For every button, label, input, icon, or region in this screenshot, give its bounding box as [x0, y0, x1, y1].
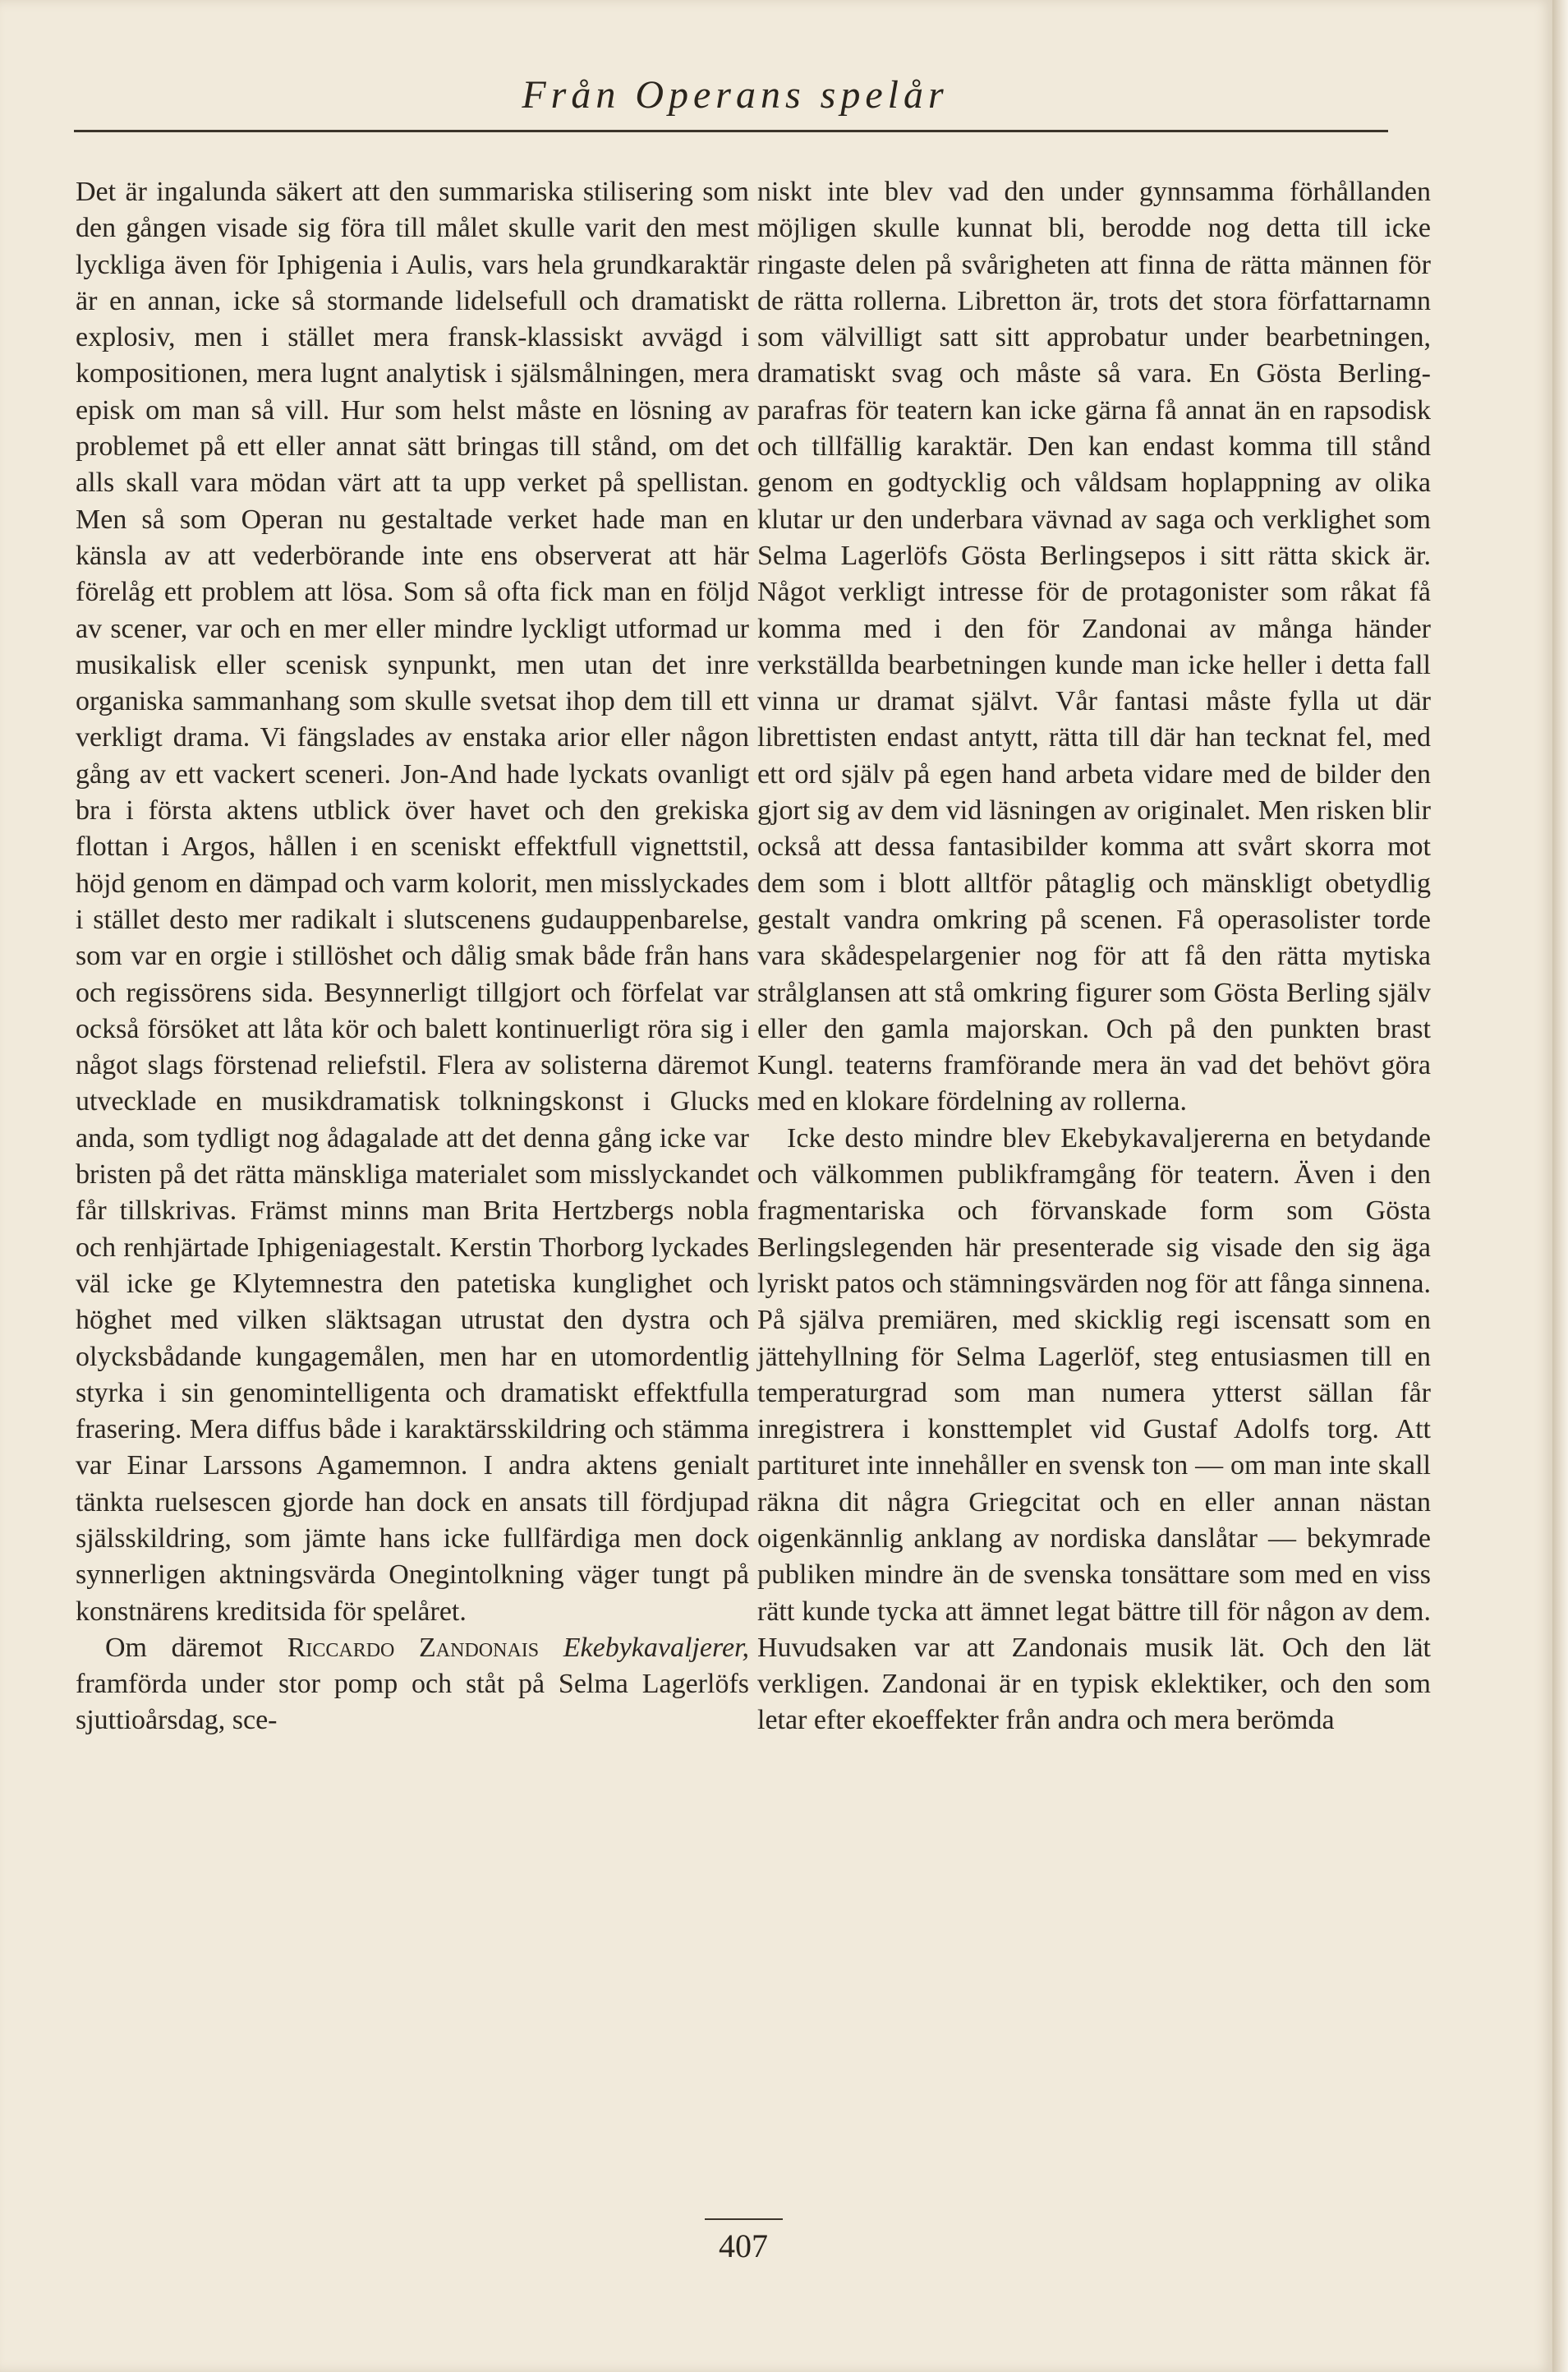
right-paragraph-2: Icke desto mindre blev Ekebykavaljererna en betydande och välkommen publikframgång för teatern. Även i den fragmentariska och förvanskade form som Gösta Berlingslegenden här presenterade sig visade den sig äga lyriskt patos och stämningsvärden nog för att fånga sinnena. På själva premiären, med skicklig regi iscensatt som en jättehyllning för Selma Lagerlöf, steg entusiasmen till en temperaturgrad som man numera ytterst sällan får inregistrera i konsttemplet vid Gustaf Adolfs torg. Att partituret inte innehåller en svensk ton — om man inte skall räkna dit några Griegcitat och en eller annan nästan oigenkännlig anklang av nordiska danslåtar — bekymrade publiken mindre än de svenska tonsättare som med en viss rätt kunde tycka att ämnet legat bättre till för någon av dem. Huvudsaken var att Zandonais musik lät. Och den lät verkligen. Zandonai är en typisk eklektiker, och den som letar efter ekoeffekter från andra och mera berömda: [757, 1122, 1431, 1736]
para2-lead: Om däremot: [105, 1632, 264, 1663]
running-head: Från Operans spelår: [522, 73, 949, 117]
folio-rule: [705, 2218, 783, 2220]
right-paragraph-1: niskt inte blev vad den under gynnsamma förhållanden möjligen skulle kunnat bli, berodde nog detta till icke ringaste delen på svårigheten att finna de rätta männen för de rätta rollerna. Libretton är, trots det stora författarnamn som välvilligt satt sitt approbatur under bearbetningen, dramatiskt svag och måste så vara. En Gösta Berling-parafras för teatern kan icke gärna få annat än en rapsodisk och tillfällig karaktär. Den kan endast komma till stånd genom en godtycklig och våldsam hoplappning av olika klutar ur den underbara vävnad av saga och verklighet som Selma Lagerlöfs Gösta Berlingsepos i sitt rätta skick är. Något verkligt intresse för de protagonister som råkat få komma med i den för Zandonai av många händer verkställda bearbetningen kunde man icke heller i detta fall vinna ur dramat självt. Vår fantasi måste fylla ut där librettisten endast antytt, rätta till där han tecknat fel, med ett ord själv på egen hand arbeta vidare med de bilder den gjort sig av dem vid läsningen av originalet. Men risken blir också att dessa fantasibilder komma att svårt skorra mot dem som i blott alltför påtaglig och mänskligt obetydlig gestalt vandra omkring på scenen. Få operasolister torde vara skådespelargenier nog för att få den rätta mytiska strålglansen att stå omkring figurer som Gösta Berling själv eller den gamla majorskan. Och på den punkten brast Kungl. teaterns framförande mera än vad det behövt göra med en klokare fördelning av rollerna.: [757, 177, 1431, 1117]
left-paragraph-2: [76, 1630, 749, 1739]
composer-name: Riccardo Zandonais: [287, 1632, 540, 1663]
page-edge: [1552, 0, 1568, 2372]
opera-title: Ekebykavaljerer,: [563, 1632, 749, 1663]
left-paragraph-1: Det är ingalunda säkert att den summariska stilisering som den gången visade sig föra till målet skulle varit den mest lyckliga även för Iphigenia i Aulis, vars hela grundkaraktär är en annan, icke så stormande lidelsefull och dramatiskt explosiv, men i stället mera fransk-klassiskt avvägd i kompositionen, mera lugnt analytisk i själsmålningen, mera episk om man så vill. Hur som helst måste en lösning av problemet på ett eller annat sätt bringas till stånd, om det alls skall vara mödan värt att ta upp verket på spellistan. Men så som Operan nu gestaltade verket hade man en känsla av att vederbörande inte ens observerat att här förelåg ett problem att lösa. Som så ofta fick man en följd av scener, var och en mer eller mindre lyckligt utformad ur musikalisk eller scenisk synpunkt, men utan det inre organiska sammanhang som skulle svetsat ihop dem till ett verkligt drama. Vi fängslades av enstaka arior eller någon gång av ett vackert sceneri. Jon-And hade lyckats ovanligt bra i första aktens utblick över havet och den grekiska flottan i Argos, hållen i en sceniskt effektfull vignettstil, höjd genom en dämpad och varm kolorit, men misslyckades i stället desto mer radikalt i slutscenens gudauppenbarelse, som var en orgie i stillöshet och dålig smak både från hans och regissörens sida. Besynnerligt tillgjort och förfelat var också försöket att låta kör och balett kontinuerligt röra sig i något slags förstenad reliefstil. Flera av solisterna däremot utvecklade en musikdramatisk tolkningskonst i Glucks anda, som tydligt nog ådagalade att det denna gång icke var bristen på det rätta mänskliga materialet som misslyckandet får tillskrivas. Främst minns man Brita Hertzbergs nobla och renhjärtade Iphigeniagestalt. Kerstin Thorborg lyckades väl icke ge Klytemnestra den patetiska kunglighet och höghet med vilken släktsagan utrustat den dystra och olycksbådande kungagemålen, men har en utomordentlig styrka i sin genomintelligenta och dramatiskt effektfulla frasering. Mera diffus både i karaktärsskildring och stämma var Einar Larssons Agamemnon. I andra aktens genialt tänkta ruelsescen gjorde han dock en ansats till fördjupad själsskildring, som jämte hans icke fullfärdiga men dock synnerligen aktningsvärda Onegintolkning väger tungt på konstnärens kreditsida för spelåret.: [76, 177, 749, 1627]
right-column: [757, 174, 1431, 1739]
left-column: [76, 174, 749, 1739]
para2-rest: framförda under stor pomp och ståt på Selma Lagerlöfs sjuttioårsdag, sce-: [76, 1669, 749, 1736]
page-number: 407: [719, 2227, 768, 2264]
header-rule: [74, 130, 1388, 132]
